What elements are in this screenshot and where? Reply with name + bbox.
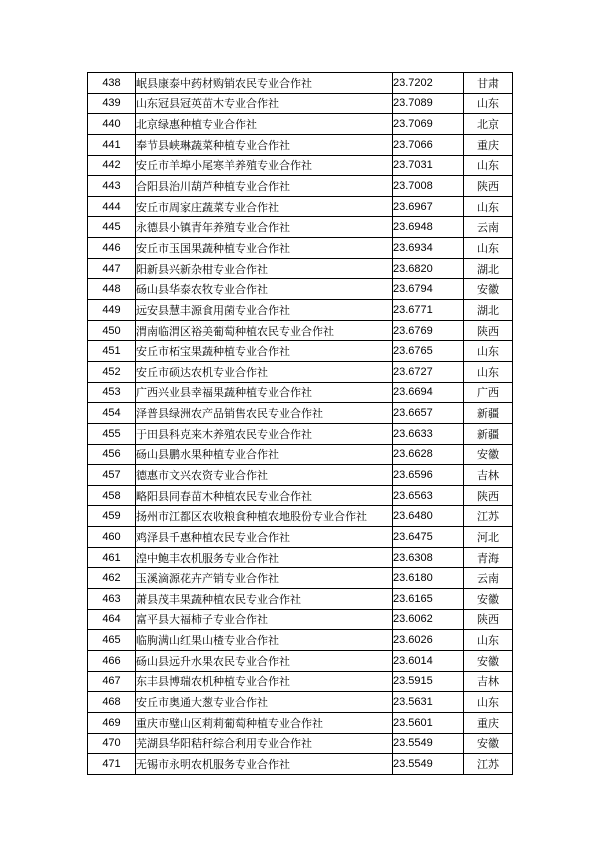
score-cell: 23.6026 bbox=[393, 630, 464, 651]
table-row bbox=[88, 320, 513, 341]
province-cell: 甘肃 bbox=[464, 73, 513, 94]
score-cell: 23.6769 bbox=[393, 320, 464, 341]
table-row bbox=[88, 444, 513, 465]
rank-cell: 454 bbox=[88, 403, 136, 424]
table-row bbox=[88, 754, 513, 775]
table-row bbox=[88, 155, 513, 176]
table-row bbox=[88, 114, 513, 135]
province-cell: 山东 bbox=[464, 155, 513, 176]
cooperative-name-cell: 安丘市羊埠小尾寒羊养殖专业合作社 bbox=[136, 155, 393, 176]
score-cell: 23.6727 bbox=[393, 361, 464, 382]
score-cell: 23.5549 bbox=[393, 754, 464, 775]
rank-cell: 445 bbox=[88, 217, 136, 238]
cooperative-name-cell: 东丰县博瑞农机种植专业合作社 bbox=[136, 671, 393, 692]
cooperative-name-cell: 无锡市永明农机服务专业合作社 bbox=[136, 754, 393, 775]
province-cell: 江苏 bbox=[464, 754, 513, 775]
table-row bbox=[88, 630, 513, 651]
rank-cell: 456 bbox=[88, 444, 136, 465]
province-cell: 吉林 bbox=[464, 465, 513, 486]
province-cell: 安徽 bbox=[464, 444, 513, 465]
table-row bbox=[88, 176, 513, 197]
table-row bbox=[88, 423, 513, 444]
rank-cell: 443 bbox=[88, 176, 136, 197]
table-row bbox=[88, 527, 513, 548]
table-row bbox=[88, 506, 513, 527]
table-row bbox=[88, 382, 513, 403]
rank-cell: 464 bbox=[88, 609, 136, 630]
score-cell: 23.6948 bbox=[393, 217, 464, 238]
province-cell: 湖北 bbox=[464, 258, 513, 279]
table-row bbox=[88, 279, 513, 300]
table-row bbox=[88, 403, 513, 424]
table-row bbox=[88, 300, 513, 321]
table-row bbox=[88, 609, 513, 630]
rank-cell: 455 bbox=[88, 423, 136, 444]
score-cell: 23.6563 bbox=[393, 485, 464, 506]
score-cell: 23.6934 bbox=[393, 238, 464, 259]
rank-cell: 449 bbox=[88, 300, 136, 321]
cooperative-name-cell: 德惠市文兴农资专业合作社 bbox=[136, 465, 393, 486]
province-cell: 山东 bbox=[464, 93, 513, 114]
rank-cell: 451 bbox=[88, 341, 136, 362]
score-cell: 23.5601 bbox=[393, 712, 464, 733]
province-cell: 新疆 bbox=[464, 423, 513, 444]
rank-cell: 458 bbox=[88, 485, 136, 506]
table-row bbox=[88, 712, 513, 733]
rank-cell: 453 bbox=[88, 382, 136, 403]
cooperative-name-cell: 于田县科克来木养殖农民专业合作社 bbox=[136, 423, 393, 444]
score-cell: 23.6480 bbox=[393, 506, 464, 527]
province-cell: 重庆 bbox=[464, 134, 513, 155]
score-cell: 23.6794 bbox=[393, 279, 464, 300]
table-row bbox=[88, 733, 513, 754]
province-cell: 云南 bbox=[464, 217, 513, 238]
cooperative-name-cell: 鸡泽县千惠种植农民专业合作社 bbox=[136, 527, 393, 548]
cooperative-name-cell: 广西兴业县幸福果蔬种植专业合作社 bbox=[136, 382, 393, 403]
score-cell: 23.6765 bbox=[393, 341, 464, 362]
cooperative-name-cell: 奉节县峡琳蔬菜种植专业合作社 bbox=[136, 134, 393, 155]
table-row bbox=[88, 485, 513, 506]
cooperative-name-cell: 重庆市璧山区莉莉葡萄种植专业合作社 bbox=[136, 712, 393, 733]
cooperative-name-cell: 安丘市奥通大葱专业合作社 bbox=[136, 692, 393, 713]
province-cell: 新疆 bbox=[464, 403, 513, 424]
cooperative-name-cell: 安丘市柘宝果蔬种植专业合作社 bbox=[136, 341, 393, 362]
rank-cell: 440 bbox=[88, 114, 136, 135]
cooperative-name-cell: 安丘市周家庄蔬菜专业合作社 bbox=[136, 196, 393, 217]
table-row bbox=[88, 196, 513, 217]
province-cell: 陕西 bbox=[464, 485, 513, 506]
province-cell: 山东 bbox=[464, 196, 513, 217]
score-cell: 23.6475 bbox=[393, 527, 464, 548]
rank-cell: 467 bbox=[88, 671, 136, 692]
rank-cell: 448 bbox=[88, 279, 136, 300]
province-cell: 山东 bbox=[464, 630, 513, 651]
score-cell: 23.6180 bbox=[393, 568, 464, 589]
cooperative-name-cell: 玉溪滴源花卉产销专业合作社 bbox=[136, 568, 393, 589]
rank-cell: 469 bbox=[88, 712, 136, 733]
score-cell: 23.5915 bbox=[393, 671, 464, 692]
province-cell: 吉林 bbox=[464, 671, 513, 692]
province-cell: 陕西 bbox=[464, 320, 513, 341]
province-cell: 陕西 bbox=[464, 609, 513, 630]
table-row bbox=[88, 650, 513, 671]
cooperative-name-cell: 合阳县治川葫芦种植专业合作社 bbox=[136, 176, 393, 197]
cooperative-name-cell: 阳新县兴新杂柑专业合作社 bbox=[136, 258, 393, 279]
cooperative-name-cell: 安丘市硕达农机专业合作社 bbox=[136, 361, 393, 382]
rank-cell: 439 bbox=[88, 93, 136, 114]
rank-cell: 438 bbox=[88, 73, 136, 94]
cooperative-name-cell: 萧县茂丰果蔬种植农民专业合作社 bbox=[136, 589, 393, 610]
table-row bbox=[88, 568, 513, 589]
score-cell: 23.5631 bbox=[393, 692, 464, 713]
province-cell: 安徽 bbox=[464, 279, 513, 300]
rank-cell: 442 bbox=[88, 155, 136, 176]
province-cell: 重庆 bbox=[464, 712, 513, 733]
score-cell: 23.7202 bbox=[393, 73, 464, 94]
cooperative-name-cell: 芜湖县华阳秸秆综合利用专业合作社 bbox=[136, 733, 393, 754]
rank-cell: 450 bbox=[88, 320, 136, 341]
table-row bbox=[88, 238, 513, 259]
rank-cell: 441 bbox=[88, 134, 136, 155]
table-row bbox=[88, 134, 513, 155]
table-body bbox=[88, 73, 513, 775]
rank-cell: 470 bbox=[88, 733, 136, 754]
province-cell: 山东 bbox=[464, 238, 513, 259]
cooperative-name-cell: 砀山县远升水果农民专业合作社 bbox=[136, 650, 393, 671]
cooperative-name-cell: 远安县慧丰源食用菌专业合作社 bbox=[136, 300, 393, 321]
province-cell: 青海 bbox=[464, 547, 513, 568]
score-cell: 23.6014 bbox=[393, 650, 464, 671]
rank-cell: 471 bbox=[88, 754, 136, 775]
score-cell: 23.7069 bbox=[393, 114, 464, 135]
rank-cell: 462 bbox=[88, 568, 136, 589]
table-row bbox=[88, 361, 513, 382]
cooperative-name-cell: 泽普县绿洲农产品销售农民专业合作社 bbox=[136, 403, 393, 424]
score-cell: 23.7031 bbox=[393, 155, 464, 176]
province-cell: 安徽 bbox=[464, 733, 513, 754]
province-cell: 广西 bbox=[464, 382, 513, 403]
rank-cell: 465 bbox=[88, 630, 136, 651]
table-row bbox=[88, 217, 513, 238]
cooperative-name-cell: 临朐满山红果山楂专业合作社 bbox=[136, 630, 393, 651]
province-cell: 安徽 bbox=[464, 650, 513, 671]
score-cell: 23.6820 bbox=[393, 258, 464, 279]
score-cell: 23.6628 bbox=[393, 444, 464, 465]
table-row bbox=[88, 671, 513, 692]
table-row bbox=[88, 465, 513, 486]
score-cell: 23.6771 bbox=[393, 300, 464, 321]
rank-cell: 463 bbox=[88, 589, 136, 610]
province-cell: 北京 bbox=[464, 114, 513, 135]
table-row bbox=[88, 93, 513, 114]
cooperative-name-cell: 山东冠县冠英苗木专业合作社 bbox=[136, 93, 393, 114]
province-cell: 云南 bbox=[464, 568, 513, 589]
cooperative-name-cell: 安丘市玉国果蔬种植专业合作社 bbox=[136, 238, 393, 259]
rank-cell: 446 bbox=[88, 238, 136, 259]
rank-cell: 444 bbox=[88, 196, 136, 217]
score-cell: 23.6657 bbox=[393, 403, 464, 424]
rank-cell: 452 bbox=[88, 361, 136, 382]
province-cell: 山东 bbox=[464, 361, 513, 382]
cooperative-name-cell: 扬州市江都区农收粮食种植农地股份专业合作社 bbox=[136, 506, 393, 527]
rank-cell: 457 bbox=[88, 465, 136, 486]
score-cell: 23.6967 bbox=[393, 196, 464, 217]
rank-cell: 460 bbox=[88, 527, 136, 548]
score-cell: 23.7008 bbox=[393, 176, 464, 197]
score-cell: 23.6633 bbox=[393, 423, 464, 444]
cooperative-name-cell: 砀山县鹏水果种植专业合作社 bbox=[136, 444, 393, 465]
cooperative-ranking-table bbox=[87, 72, 513, 775]
score-cell: 23.7089 bbox=[393, 93, 464, 114]
rank-cell: 468 bbox=[88, 692, 136, 713]
cooperative-name-cell: 湟中鲍丰农机服务专业合作社 bbox=[136, 547, 393, 568]
cooperative-name-cell: 砀山县华泰农牧专业合作社 bbox=[136, 279, 393, 300]
rank-cell: 461 bbox=[88, 547, 136, 568]
province-cell: 山东 bbox=[464, 692, 513, 713]
province-cell: 江苏 bbox=[464, 506, 513, 527]
score-cell: 23.7066 bbox=[393, 134, 464, 155]
cooperative-name-cell: 岷县康泰中药材购销农民专业合作社 bbox=[136, 73, 393, 94]
table-row bbox=[88, 258, 513, 279]
cooperative-name-cell: 略阳县同春苗木种植农民专业合作社 bbox=[136, 485, 393, 506]
rank-cell: 466 bbox=[88, 650, 136, 671]
table-row bbox=[88, 341, 513, 362]
score-cell: 23.5549 bbox=[393, 733, 464, 754]
rank-cell: 447 bbox=[88, 258, 136, 279]
table-row bbox=[88, 73, 513, 94]
score-cell: 23.6694 bbox=[393, 382, 464, 403]
province-cell: 山东 bbox=[464, 341, 513, 362]
cooperative-name-cell: 永德县小镇青年养殖专业合作社 bbox=[136, 217, 393, 238]
score-cell: 23.6062 bbox=[393, 609, 464, 630]
table-row bbox=[88, 589, 513, 610]
province-cell: 陕西 bbox=[464, 176, 513, 197]
province-cell: 湖北 bbox=[464, 300, 513, 321]
cooperative-name-cell: 北京绿惠种植专业合作社 bbox=[136, 114, 393, 135]
rank-cell: 459 bbox=[88, 506, 136, 527]
score-cell: 23.6308 bbox=[393, 547, 464, 568]
province-cell: 安徽 bbox=[464, 589, 513, 610]
table-row bbox=[88, 692, 513, 713]
score-cell: 23.6596 bbox=[393, 465, 464, 486]
cooperative-name-cell: 渭南临渭区裕美葡萄种植农民专业合作社 bbox=[136, 320, 393, 341]
cooperative-name-cell: 富平县大福柿子专业合作社 bbox=[136, 609, 393, 630]
table-row bbox=[88, 547, 513, 568]
score-cell: 23.6165 bbox=[393, 589, 464, 610]
province-cell: 河北 bbox=[464, 527, 513, 548]
